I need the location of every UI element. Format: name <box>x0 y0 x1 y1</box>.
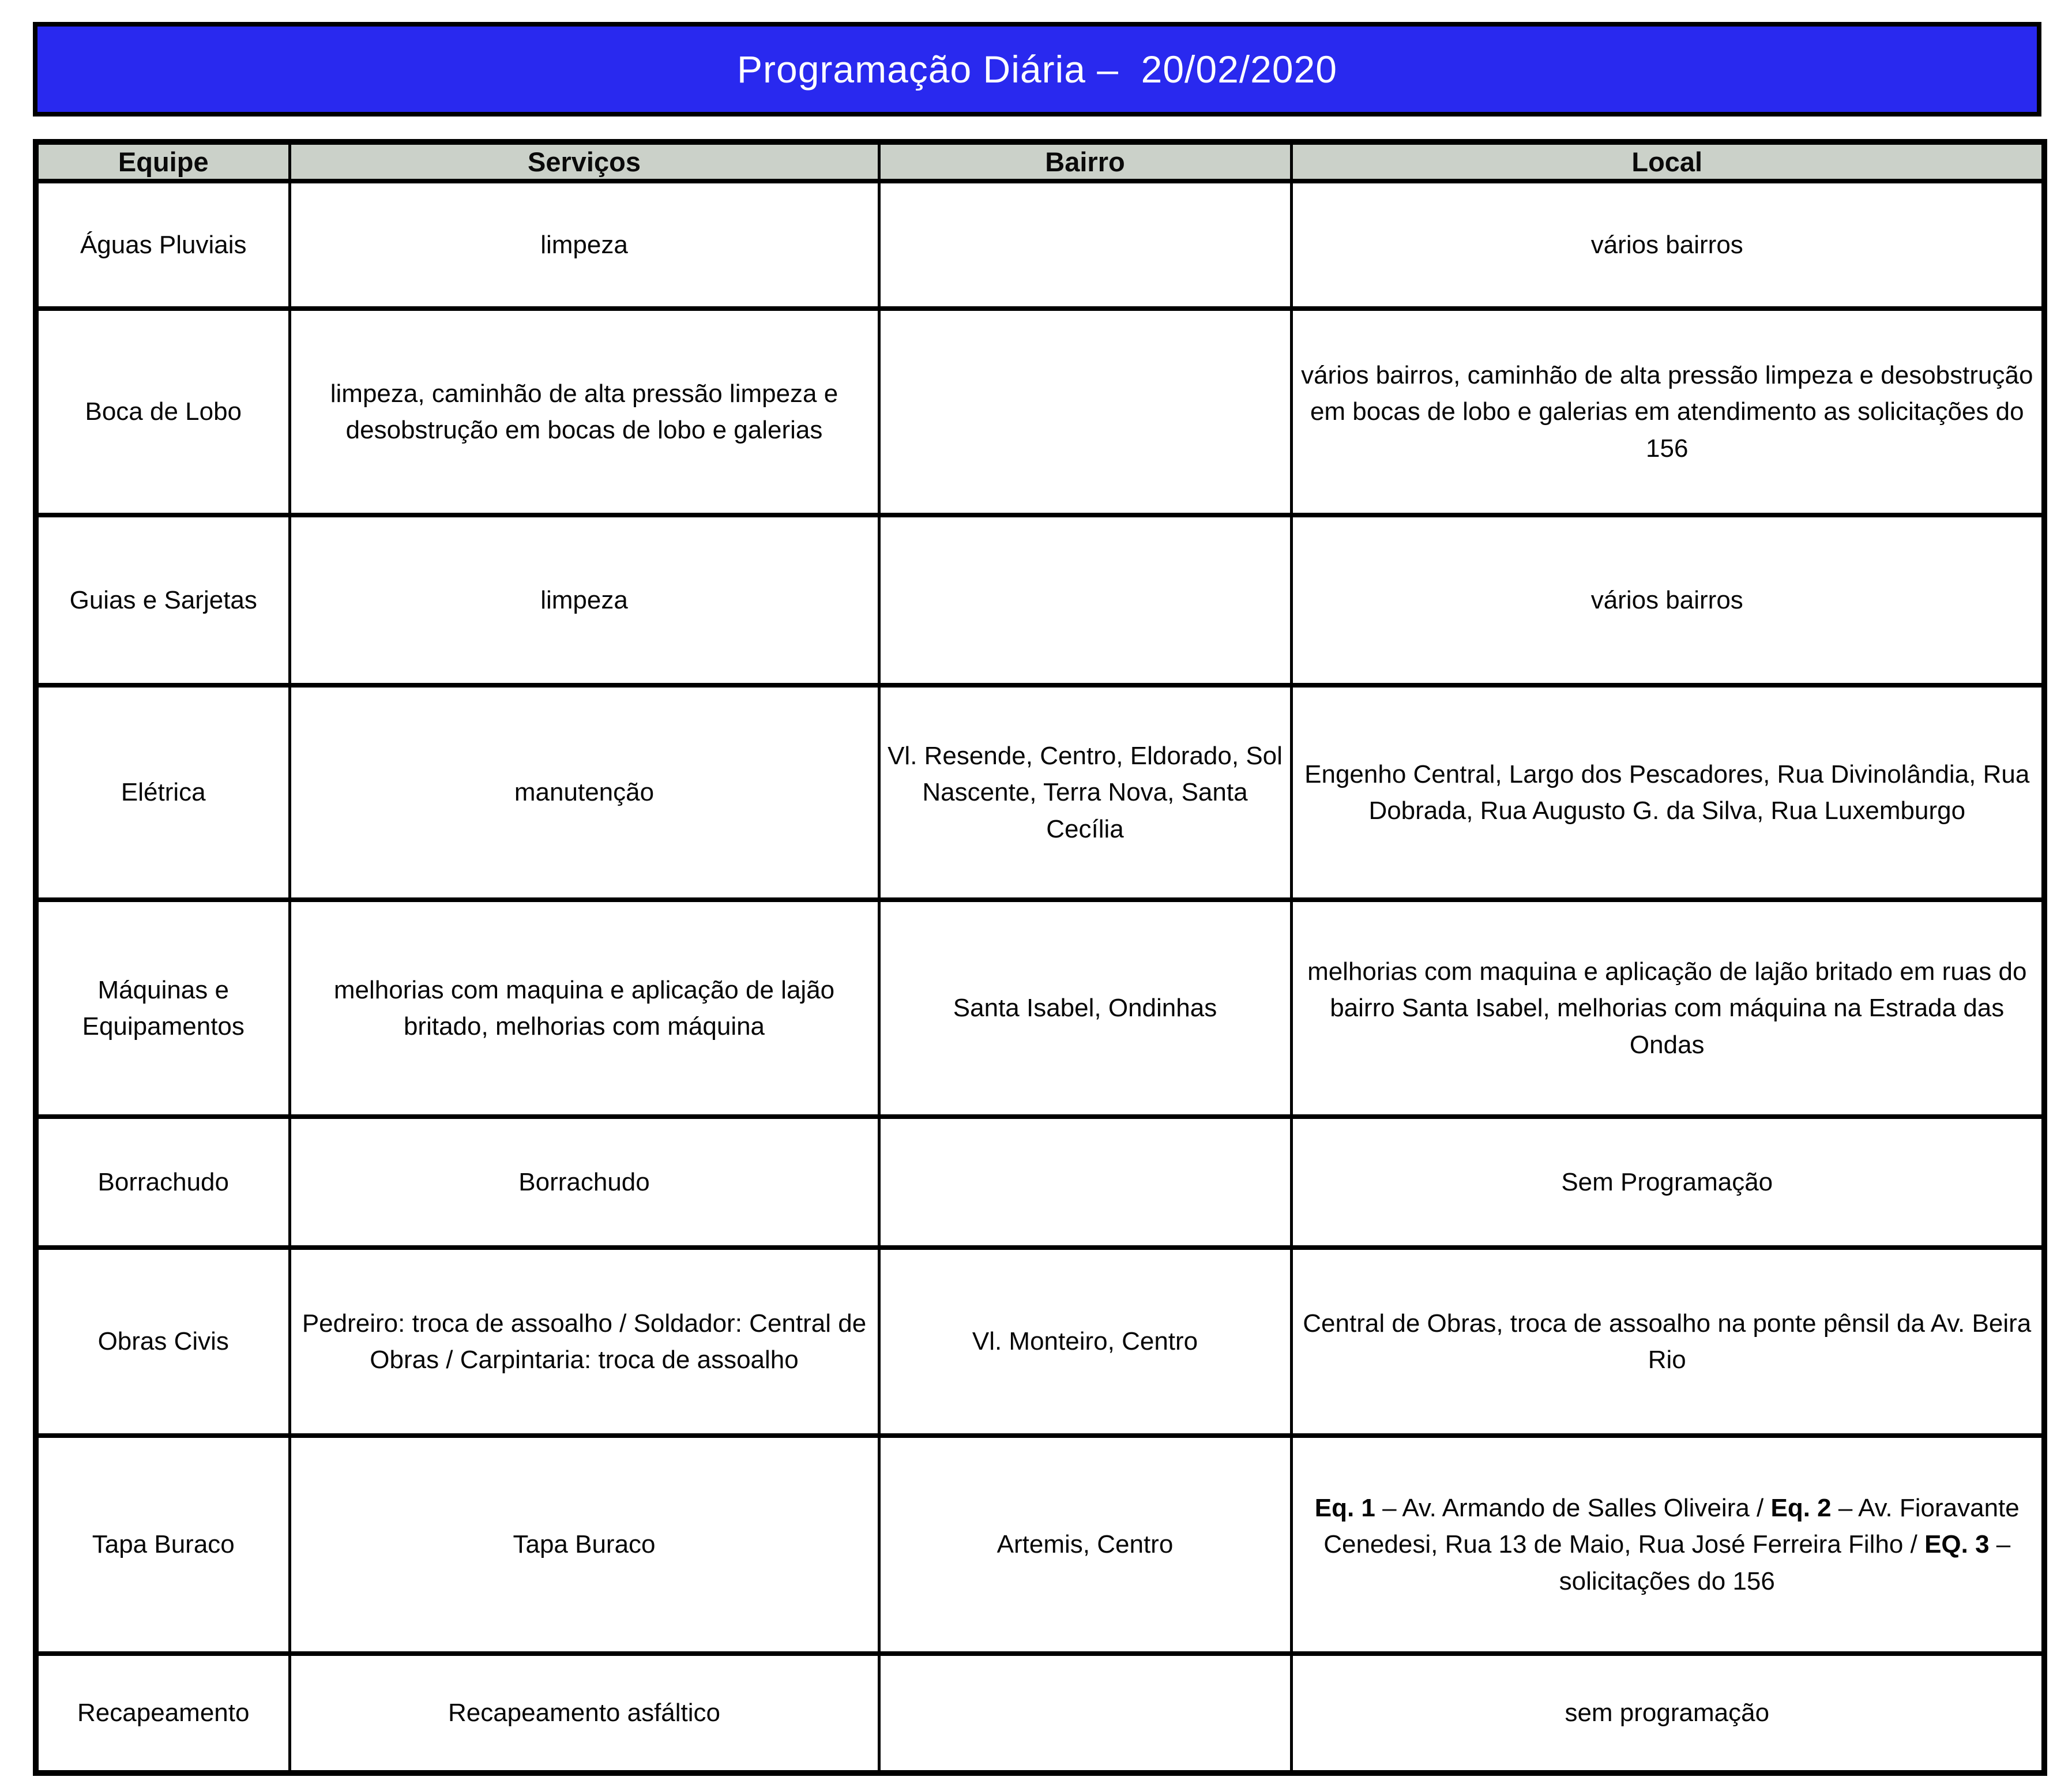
local-team-label: Eq. 2 <box>1770 1493 1832 1522</box>
local-text-segment: – Av. Armando de Salles Oliveira / <box>1375 1493 1771 1522</box>
daily-schedule-table <box>33 139 2047 1776</box>
local-text-segment: – solicitações do 156 <box>1559 1530 2011 1595</box>
column-header-bairro: Bairro <box>879 142 1291 181</box>
table-row <box>36 1117 2044 1248</box>
local-cell: Engenho Central, Largo dos Pescadores, Rua Divinolândia, Rua Dobrada, Rua Augusto G. da Silva, Rua Luxemburgo <box>1291 685 2044 900</box>
table-row <box>36 309 2044 515</box>
bairro-cell: Artemis, Centro <box>879 1436 1291 1654</box>
local-cell: sem programação <box>1291 1654 2044 1773</box>
bairro-cell <box>879 181 1291 309</box>
equipe-cell: Borrachudo <box>36 1117 289 1248</box>
local-cell: vários bairros <box>1291 515 2044 685</box>
servicos-cell: Borrachudo <box>289 1117 879 1248</box>
equipe-cell: Guias e Sarjetas <box>36 515 289 685</box>
table-body <box>36 181 2044 1773</box>
local-text-segment: – Av. Fioravante Cenedesi, Rua 13 de Maio, Rua José Ferreira Filho / <box>1323 1493 2020 1559</box>
servicos-cell: limpeza, caminhão de alta pressão limpeza e desobstrução em bocas de lobo e galerias <box>289 309 879 515</box>
equipe-cell: Recapeamento <box>36 1654 289 1773</box>
servicos-cell: Recapeamento asfáltico <box>289 1654 879 1773</box>
local-cell: Central de Obras, troca de assoalho na ponte pênsil da Av. Beira Rio <box>1291 1248 2044 1436</box>
bairro-cell: Vl. Resende, Centro, Eldorado, Sol Nascente, Terra Nova, Santa Cecília <box>879 685 1291 900</box>
bairro-cell: Vl. Monteiro, Centro <box>879 1248 1291 1436</box>
local-cell: vários bairros, caminhão de alta pressão limpeza e desobstrução em bocas de lobo e galerias em atendimento as solicitações do 156 <box>1291 309 2044 515</box>
servicos-cell: limpeza <box>289 515 879 685</box>
servicos-cell: manutenção <box>289 685 879 900</box>
column-header-local: Local <box>1291 142 2044 181</box>
local-cell <box>1291 1436 2044 1654</box>
bairro-cell <box>879 1654 1291 1773</box>
servicos-cell: melhorias com maquina e aplicação de lajão britado, melhorias com máquina <box>289 900 879 1117</box>
local-cell: Sem Programação <box>1291 1117 2044 1248</box>
bairro-cell <box>879 515 1291 685</box>
table-row <box>36 181 2044 309</box>
table-row <box>36 1654 2044 1773</box>
local-team-label: EQ. 3 <box>1924 1530 1990 1559</box>
table-row <box>36 900 2044 1117</box>
header-row <box>36 142 2044 181</box>
bairro-cell: Santa Isabel, Ondinhas <box>879 900 1291 1117</box>
local-cell: melhorias com maquina e aplicação de lajão britado em ruas do bairro Santa Isabel, melhorias com máquina na Estrada das Ondas <box>1291 900 2044 1117</box>
local-team-label: Eq. 1 <box>1314 1493 1375 1522</box>
bairro-cell <box>879 1117 1291 1248</box>
title-bar <box>33 22 2041 117</box>
equipe-cell: Águas Pluviais <box>36 181 289 309</box>
servicos-cell: Pedreiro: troca de assoalho / Soldador: Central de Obras / Carpintaria: troca de assoalho <box>289 1248 879 1436</box>
table-row <box>36 1436 2044 1654</box>
table-row <box>36 1248 2044 1436</box>
table-row <box>36 685 2044 900</box>
page-title: Programação Diária – 20/02/2020 <box>737 48 1337 91</box>
equipe-cell: Elétrica <box>36 685 289 900</box>
equipe-cell: Boca de Lobo <box>36 309 289 515</box>
table-header <box>36 142 2044 181</box>
local-cell: vários bairros <box>1291 181 2044 309</box>
equipe-cell: Tapa Buraco <box>36 1436 289 1654</box>
equipe-cell: Obras Civis <box>36 1248 289 1436</box>
equipe-cell: Máquinas e Equipamentos <box>36 900 289 1117</box>
servicos-cell: Tapa Buraco <box>289 1436 879 1654</box>
table-row <box>36 515 2044 685</box>
bairro-cell <box>879 309 1291 515</box>
column-header-servicos: Serviços <box>289 142 879 181</box>
servicos-cell: limpeza <box>289 181 879 309</box>
column-header-equipe: Equipe <box>36 142 289 181</box>
